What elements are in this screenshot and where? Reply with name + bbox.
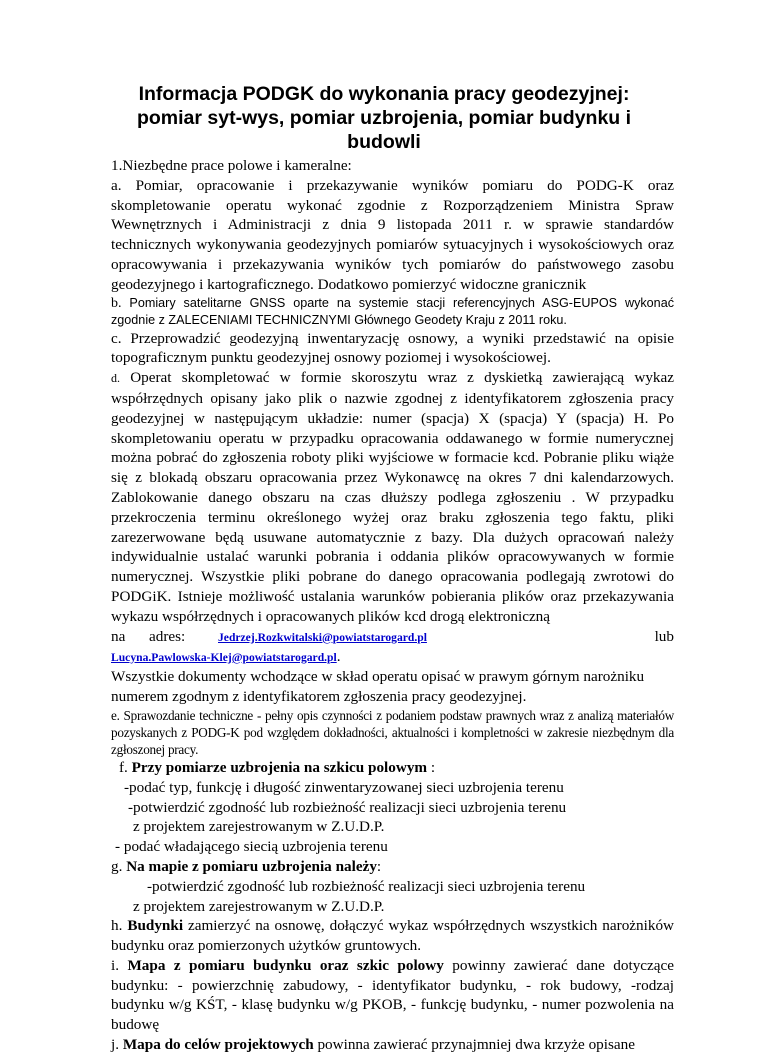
item-g-line-1: -potwierdzić zgodność lub rozbieżność realizacji sieci uzbrojenia terenu <box>147 877 586 895</box>
documents-note: Wszystkie dokumenty wchodzące w skład operatu opisać w prawym górnym narożniku numerem zgodnym z identyfikatorem zgłoszenia pracy geodezyjnej. <box>111 668 645 706</box>
item-i-letter: i. <box>111 956 120 974</box>
item-j-text: powinna zawierać przynajmniej dwa krzyże opisane <box>313 1036 635 1054</box>
title-line-3: budowli <box>347 131 421 153</box>
item-h-bold: Budynki <box>127 917 184 935</box>
item-a: a. Pomiar, opracowanie i przekazywanie wyników pomiaru do PODG-K oraz skompletowanie operatu wykonać zgodnie z Rozporządzeniem Ministra Spraw Wewnętrznych i Administracji z dnia 9 listopada 2011 r. w sprawie standardów technicznych wykonywania geodezyjnych pomiarów sytuacyjnych i wysokościowych oraz opracowywania i przekazywania wyników tych pomiarów do państwowego zasobu geodezyjnego i kartograficznego. Dodatkowo pomierzyć widoczne granicznik <box>111 176 674 293</box>
address-label: adres: <box>149 627 186 645</box>
title-line-2: pomiar syt-wys, pomiar uzbrojenia, pomiar budynku i <box>136 107 632 129</box>
item-g-tail: : <box>376 857 382 875</box>
item-j-bold: Mapa do celów projektowych <box>122 1036 314 1054</box>
item-d-address-line <box>111 627 674 647</box>
section-1-heading: 1.Niezbędne prace polowe i kameralne: <box>111 157 352 174</box>
item-g-line-2: z projektem zarejestrowanym w Z.U.D.P. <box>133 897 385 915</box>
item-d <box>111 368 674 626</box>
item-b-letter: b. <box>111 295 122 311</box>
item-h-text: zamierzyć na osnowę, dołączyć wykaz współrzędnych wszystkich narożników budynku oraz pomierzonych użytków gruntowych. <box>111 917 675 955</box>
item-f-letter: f. <box>119 758 128 776</box>
item-h <box>111 916 674 956</box>
email-link-2[interactable]: Lucyna.Pawlowska-Klej@powiatstarogard.pl <box>111 650 337 664</box>
item-g-bold: Na mapie z pomiaru uzbrojenia należy <box>126 857 377 875</box>
item-f-line-1: -podać typ, funkcję i długość zinwentaryzowanej sieci uzbrojenia terenu <box>124 778 564 796</box>
document-body <box>111 156 674 1055</box>
item-f-line-2: -potwierdzić zgodność lub rozbieżność realizacji sieci uzbrojenia terenu <box>128 798 567 816</box>
email-link-1[interactable]: Jedrzej.Rozkwitalski@powiatstarogard.pl <box>218 630 427 644</box>
email-period: . <box>336 647 341 665</box>
item-e: e. Sprawozdanie techniczne - pełny opis czynności z podaniem podstaw prawnych wraz z analizą materiałów pozyskanych z PODG-K pod względem dokładności, aktualności i kompletności w zakresie niezbędnym dla zgłoszonej pracy. <box>111 707 674 757</box>
item-i-bold: Mapa z pomiaru budynku oraz szkic polowy <box>127 956 444 974</box>
item-h-letter: h. <box>111 917 123 935</box>
item-f-bold: Przy pomiarze uzbrojenia na szkicu polowym <box>131 758 428 776</box>
item-b <box>111 295 674 329</box>
item-d-letter: d. <box>111 371 120 386</box>
item-f-line-3: z projektem zarejestrowanym w Z.U.D.P. <box>133 818 385 836</box>
item-f-line-4: - podać władającego siecią uzbrojenia terenu <box>115 838 388 856</box>
item-f-tail: : <box>427 758 436 776</box>
item-b-text: Pomiary satelitarne GNSS oparte na systemie stacji referencyjnych ASG-EUPOS wykonać zgodnie z ZALECENIAMI TECHNICZNYMI Głównego Geodety Kraju z 2011 roku. <box>111 295 674 327</box>
document-title <box>90 82 678 154</box>
item-i <box>111 956 674 1035</box>
item-d-email-line <box>111 647 674 668</box>
item-f-heading <box>119 758 674 778</box>
item-j <box>111 1035 674 1055</box>
item-j-letter: j. <box>111 1036 120 1054</box>
item-g-letter: g. <box>111 857 123 875</box>
item-i-text: powinny zawierać dane dotyczące budynku: - powierzchnię zabudowy, - identyfikator budynku, - rok budowy, -rodzaj budynku w/g KŚT, - klasę budynku w/g PKOB, - funkcję budynku, - numer pozwolenia na budowę <box>111 956 675 1034</box>
title-line-1: Informacja PODGK do wykonania pracy geodezyjnej: <box>138 83 630 105</box>
item-c: c. Przeprowadzić geodezyjną inwentaryzację osnowy, a wyniki przedstawić na opisie topograficznym punktu geodezyjnej osnowy poziomej i wysokościowej. <box>111 329 674 367</box>
address-na: na <box>111 627 126 645</box>
item-d-text: Operat skompletować w formie skoroszytu wraz z dyskietką zawierającą wykaz współrzędnych opisany jako plik o nazwie zgodnej z identyfikatorem zgłoszenia pracy geodezyjnej w następującym układzie: numer (spacja) X (spacja) Y (spacja) H. Po skompletowaniu operatu w przypadku opracowania oddawanego w formie numerycznej można pobrać do zgłoszenia roboty pliki wyjściowe w formacie kcd. Pobranie pliku wiąże się z blokadą obszaru opracowania przez Wykonawcę na okres 7 dni kalendarzowych. Zablokowanie danego obszaru na czas dłuższy podlega zgłoszeniu . W przypadku przekroczenia terminu określonego wyżej oraz braku zgłoszenia tego faktu, pliki zarezerwowane będą usuwane automatycznie z bazy. Dla dużych opracowań należy indywidualnie ustalać warunki pobrania i oddania plików opracowywanych w formie numerycznej. Wszystkie pliki pobrane do danego opracowania podlegają zwrotowi do PODGiK. Istnieje możliwość ustalania warunków pobierania plików oraz przekazywania wykazu współrzędnych i opracowanych plików kcd drogą elektroniczną <box>111 369 674 625</box>
item-g-heading <box>111 857 674 877</box>
address-lub: lub <box>654 627 674 645</box>
